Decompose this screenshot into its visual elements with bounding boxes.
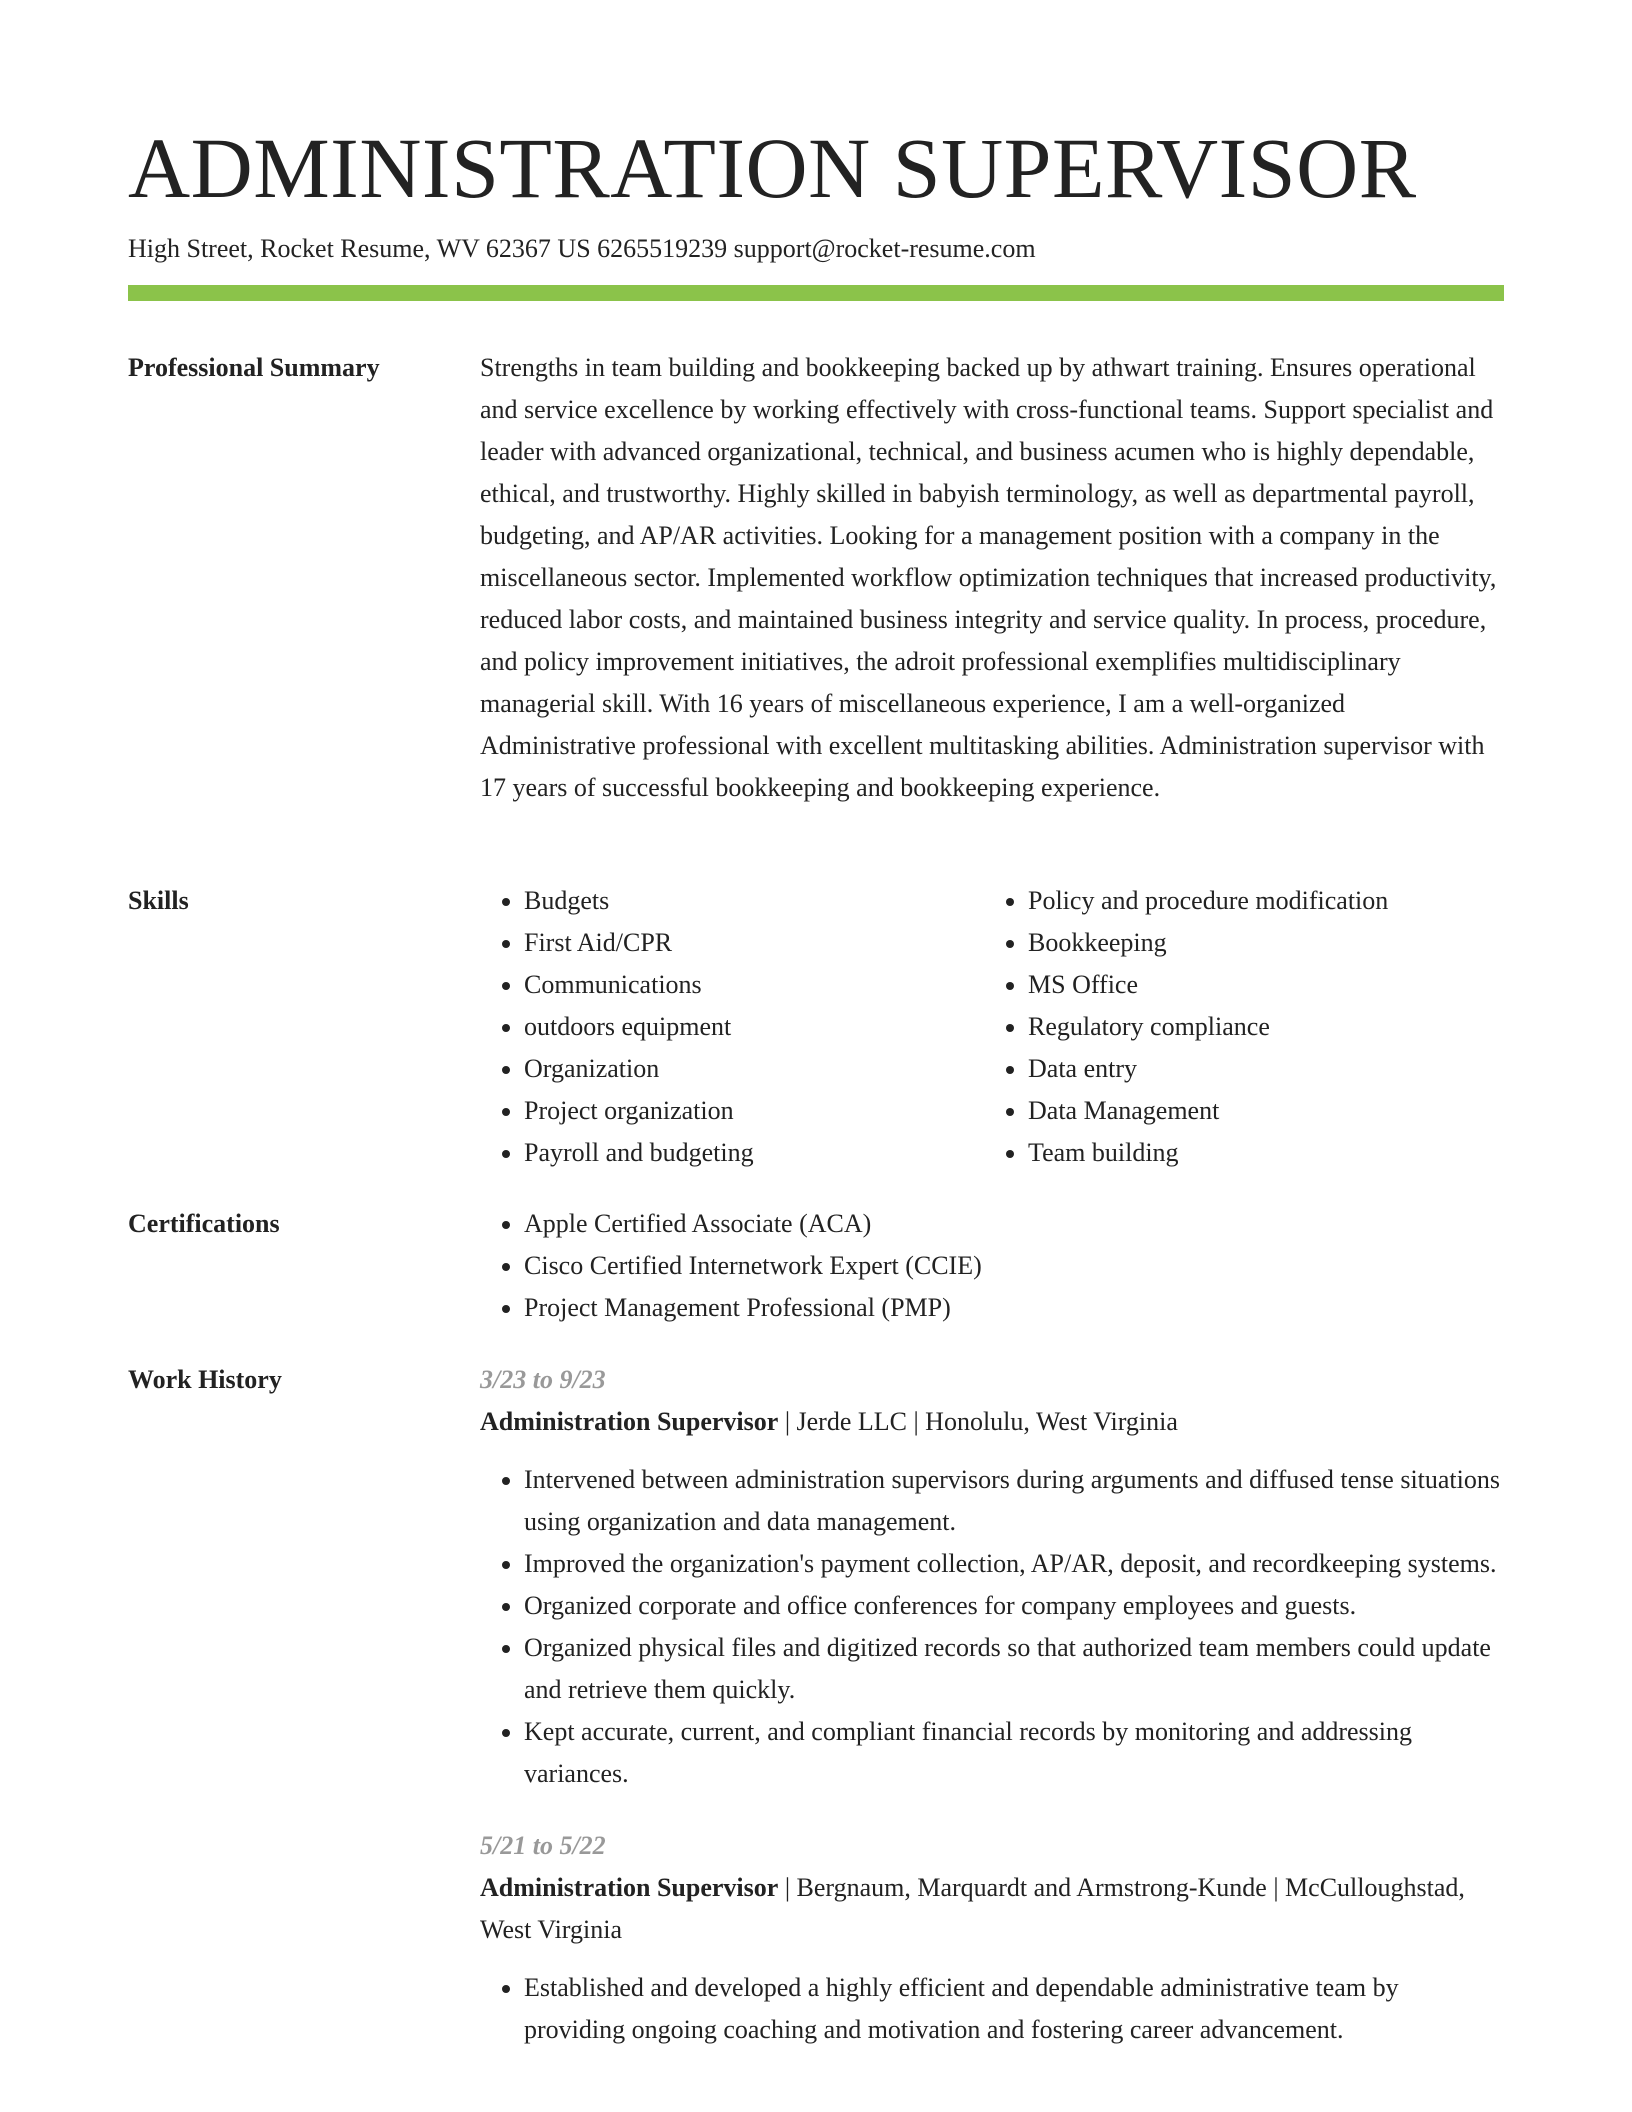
accent-divider	[128, 285, 1504, 301]
job-title: Administration Supervisor	[480, 1407, 779, 1436]
job-bullet: • Kept accurate, current, and compliant financial records by monitoring and addressing variances.	[524, 1711, 1504, 1795]
job-entry	[480, 1359, 1504, 1795]
work-history-entries	[480, 1359, 1504, 2051]
skill-item: • Budgets	[524, 880, 984, 922]
job-company-location: | Bergnaum, Marquardt and Armstrong-Kunde | McCulloughstad, West Virginia	[480, 1873, 1465, 1944]
job-heading	[480, 1867, 1504, 1951]
skills-grid	[480, 880, 1504, 1174]
candidate-name: ADMINISTRATION SUPERVISOR	[128, 120, 1417, 216]
skill-item: • Data entry	[1028, 1048, 1488, 1090]
contact-line: High Street, Rocket Resume, WV 62367 US 6265519239 support@rocket-resume.com	[128, 234, 1036, 263]
section-title-skills: Skills	[128, 886, 189, 915]
resume-header	[128, 118, 1504, 266]
job-entry	[480, 1825, 1504, 2051]
section-title-certifications: Certifications	[128, 1209, 280, 1238]
skill-item: • Payroll and budgeting	[524, 1132, 984, 1174]
skills-column-left	[480, 880, 984, 1174]
skill-item: • Policy and procedure modification	[1028, 880, 1488, 922]
job-bullets	[480, 1967, 1504, 2051]
certification-item: • Project Management Professional (PMP)	[524, 1287, 1504, 1329]
job-title: Administration Supervisor	[480, 1873, 779, 1902]
skill-item: • Data Management	[1028, 1090, 1488, 1132]
certifications-list	[480, 1203, 1504, 1329]
skill-item: • Communications	[524, 964, 984, 1006]
job-company-location: | Jerde LLC | Honolulu, West Virginia	[778, 1407, 1178, 1436]
skill-item: • Project organization	[524, 1090, 984, 1132]
job-bullet: • Improved the organization's payment collection, AP/AR, deposit, and recordkeeping systems.	[524, 1543, 1504, 1585]
job-heading	[480, 1401, 1504, 1443]
job-dates: 3/23 to 9/23	[480, 1365, 606, 1394]
job-bullet: • Established and developed a highly efficient and dependable administrative team by providing ongoing coaching and motivation and fostering career advancement.	[524, 1967, 1504, 2051]
section-title-summary: Professional Summary	[128, 353, 380, 382]
skill-item: • Team building	[1028, 1132, 1488, 1174]
certification-item: • Apple Certified Associate (ACA)	[524, 1203, 1504, 1245]
skill-item: • outdoors equipment	[524, 1006, 984, 1048]
skill-item: • MS Office	[1028, 964, 1488, 1006]
job-bullet: • Organized physical files and digitized records so that authorized team members could update and retrieve them quickly.	[524, 1627, 1504, 1711]
certification-item: • Cisco Certified Internetwork Expert (CCIE)	[524, 1245, 1504, 1287]
job-bullet: • Organized corporate and office conferences for company employees and guests.	[524, 1585, 1504, 1627]
section-title-work-history: Work History	[128, 1365, 282, 1394]
skill-item: • Organization	[524, 1048, 984, 1090]
skill-item: • Regulatory compliance	[1028, 1006, 1488, 1048]
job-dates: 5/21 to 5/22	[480, 1831, 606, 1860]
summary-text: Strengths in team building and bookkeeping backed up by athwart training. Ensures operational and service excellence by working effectively with cross-functional teams. Support specialist and leader with advanced organizational, technical, and business acumen who is highly dependable, ethical, and trustworthy. Highly skilled in babyish terminology, as well as departmental payroll, budgeting, and AP/AR activities. Looking for a management position with a company in the miscellaneous sector. Implemented workflow optimization techniques that increased productivity, reduced labor costs, and maintained business integrity and service quality. In process, procedure, and policy improvement initiatives, the adroit professional exemplifies multidisciplinary managerial skill. With 16 years of miscellaneous experience, I am a well-organized Administrative professional with excellent multitasking abilities. Administration supervisor with 17 years of successful bookkeeping and bookkeeping experience.	[480, 353, 1497, 802]
skills-column-right	[984, 880, 1488, 1174]
job-bullet: • Intervened between administration supervisors during arguments and diffused tense situations using organization and data management.	[524, 1459, 1504, 1543]
skill-item: • First Aid/CPR	[524, 922, 984, 964]
skill-item: • Bookkeeping	[1028, 922, 1488, 964]
job-bullets	[480, 1459, 1504, 1795]
